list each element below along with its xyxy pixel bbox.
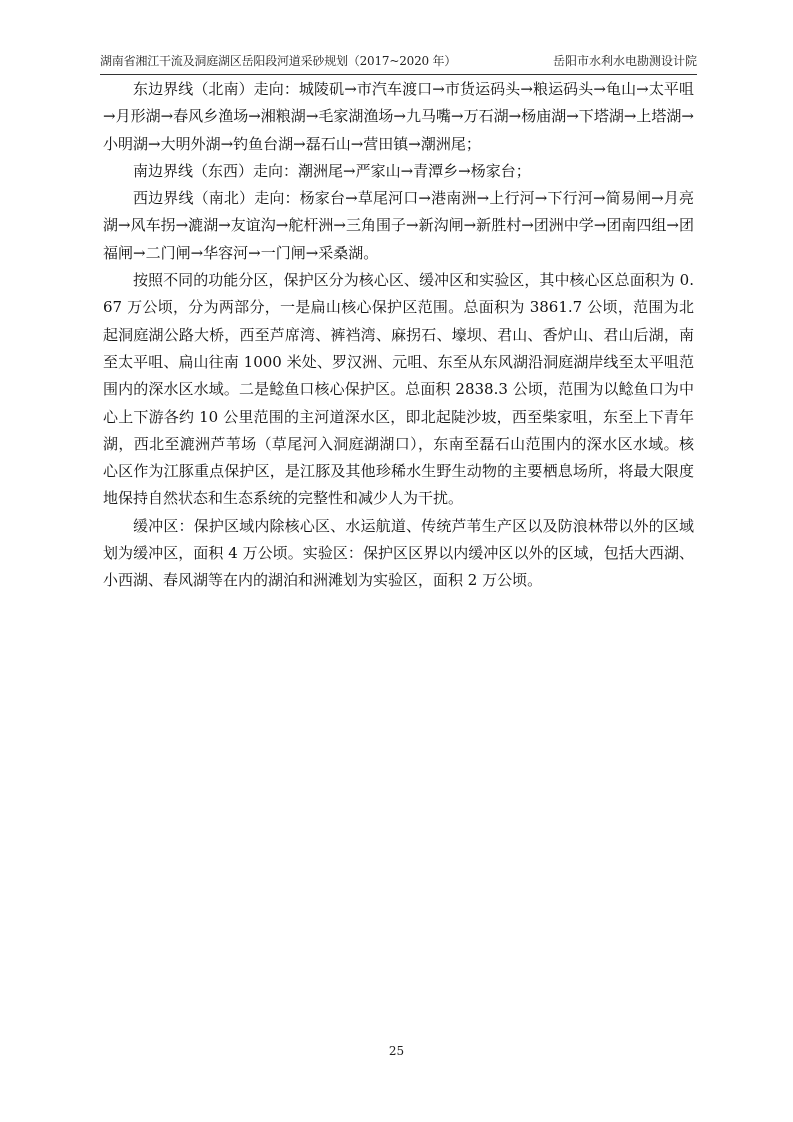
body-text	[103, 76, 694, 595]
paragraph-buffer-experimental-zone: 缓冲区：保护区域内除核心区、水运航道、传统芦苇生产区以及防浪林带以外的区域划为缓冲区，面积 4 万公顷。实验区：保护区区界以内缓冲区以外的区域，包括大西湖、小西湖、春风湖等在内的湖泊和洲滩划为实验区，面积 2 万公顷。	[103, 516, 694, 590]
paragraph-south-boundary: 南边界线（东西）走向：潮洲尾→严家山→青潭乡→杨家台；	[133, 161, 531, 180]
header-divider	[100, 74, 697, 75]
page-header	[100, 50, 697, 72]
paragraph-west-boundary: 西边界线（南北）走向：杨家台→草尾河口→港南洲→上行河→下行河→简易闸→月亮湖→风车拐→漉湖→友谊沟→舵杆洲→三角围子→新沟闸→新胜村→团洲中学→团南四组→团福闸→二门闸→华容河→一门闸→采桑湖。	[103, 189, 694, 262]
page-number: 25	[388, 1044, 405, 1058]
paragraph-east-boundary: 东边界线（北南）走向：城陵矶→市汽车渡口→市货运码头→粮运码头→龟山→太平咀→月形湖→春风乡渔场→湘粮湖→毛家湖渔场→九马嘴→万石湖→杨庙湖→下塔湖→上塔湖→小明湖→大明外湖→钓鱼台湖→磊石山→营田镇→潮洲尾；	[103, 80, 694, 153]
document-title-header: 湖南省湘江干流及洞庭湖区岳阳段河道采砂规划（2017~2020 年）	[100, 54, 457, 68]
organization-header: 岳阳市水利水电勘测设计院	[552, 54, 697, 68]
paragraph-core-zone: 按照不同的功能分区，保护区分为核心区、缓冲区和实验区，其中核心区总面积为 0.67 万公顷，分为两部分，一是扁山核心保护区范围。总面积为 3861.7 公顷，范围为北起洞庭湖公路大桥，西至芦席湾、裤裆湾、麻拐石、壕坝、君山、香炉山、君山后湖，南至太平咀、扁山往南 1000 米处、罗汉洲、元咀、东至从东风湖沿洞庭湖岸线至太平咀范围内的深水区水域。二是鲶鱼口核心保护区。总面积 2838.3 公顷，范围为以鲶鱼口为中心上下游各约 10 公里范围的主河道深水区，即北起陡沙坡，西至柴家咀，东至上下青年湖，西北至漉洲芦苇场（草尾河入洞庭湖湖口），东南至磊石山范围内的深水区水域。核心区作为江豚重点保护区，是江豚及其他珍稀水生野生动物的主要栖息场所，将最大限度地保持自然状态和生态系统的完整性和减少人为干扰。	[103, 271, 694, 508]
